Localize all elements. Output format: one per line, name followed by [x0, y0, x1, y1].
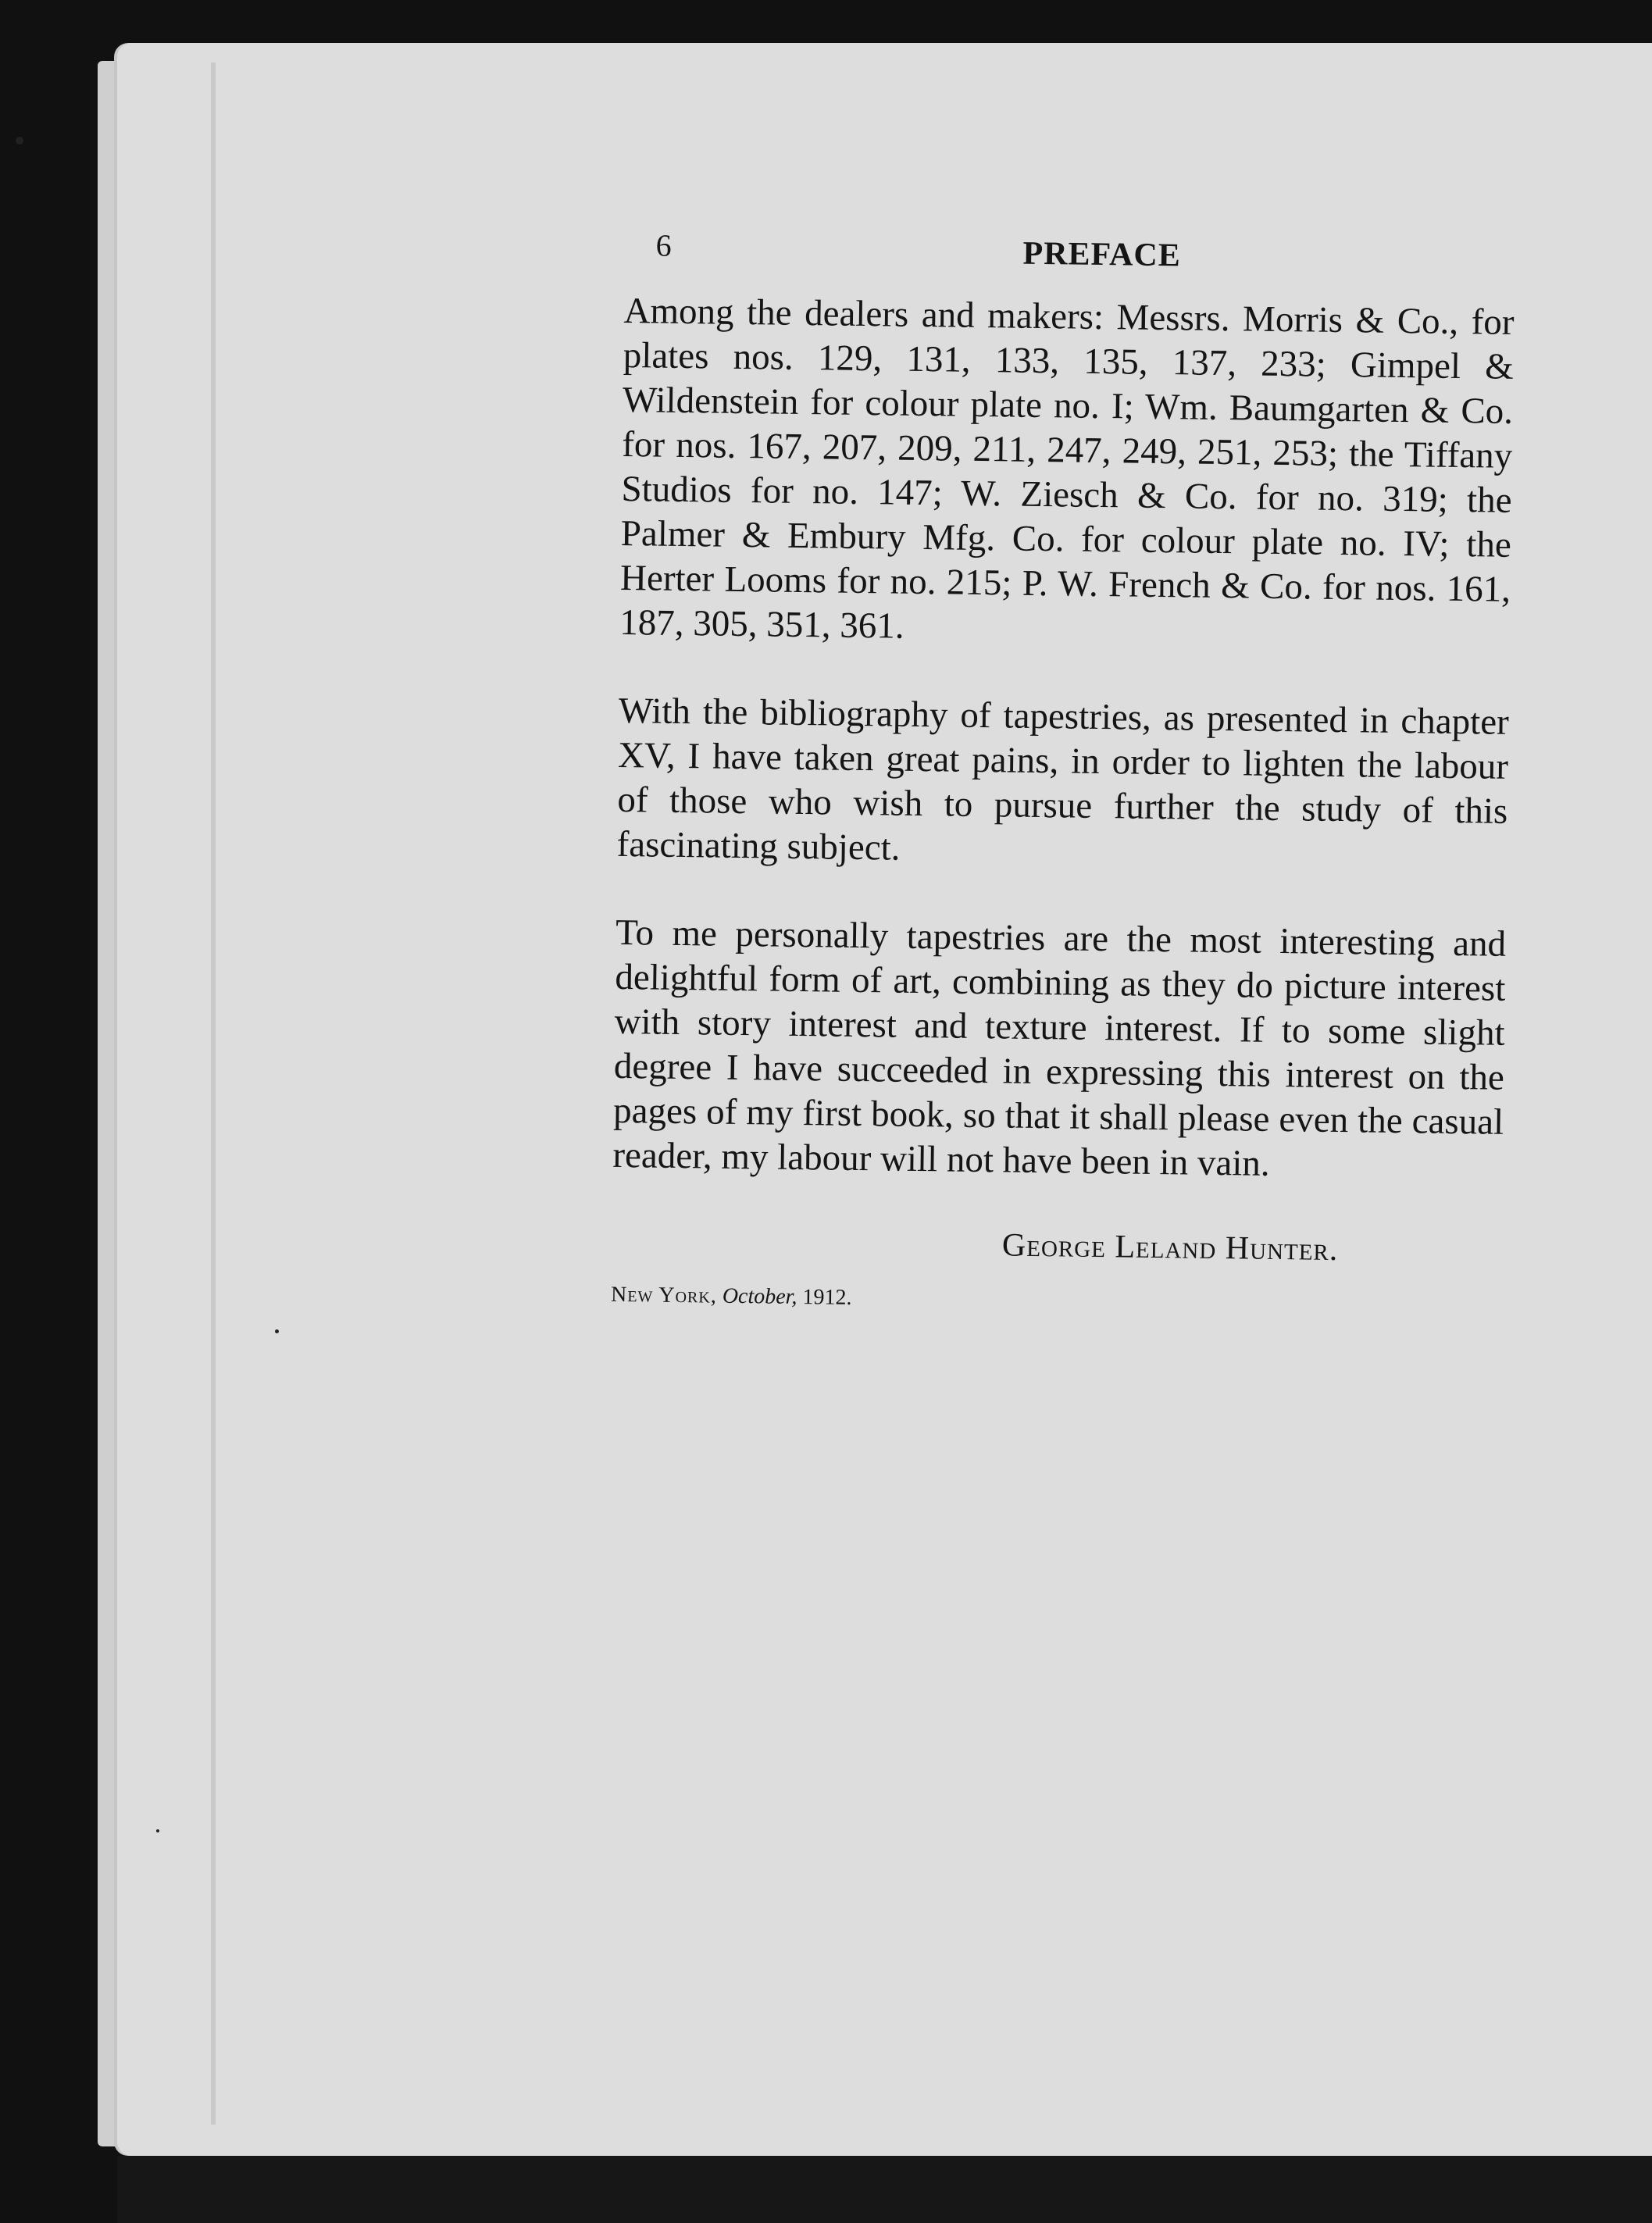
author-signature: George Leland Hunter. [1001, 1227, 1339, 1269]
paragraph-closing: To me personally tapestries are the most interesting and delightful form of art, combining as they do picture interest with story interest and texture interest. If to some slight degree I have succeeded in expressing this interest on the pages of my first book, so that it shall please even the casual reader, my labour will not have been in vain. [612, 912, 1507, 1184]
scan-speck [275, 1329, 279, 1333]
paragraph-acknowledgements: Among the dealers and makers: Messrs. Morris & Co., for plates nos. 129, 131, 133, 135, 137, 233; Gimpel & Wildenstein for colour plate no. I; Wm. Baumgarten & Co. for nos. 167, 207, 209, 211, 247, 249, 251, 253; the Tiffany Studios for no. 147; W. Ziesch & Co. for no. 319; the Palmer & Embury Mfg. Co. for colour plate no. IV; the Herter Looms for no. 215; P. W. French & Co. for nos. 161, 187, 305, 351, 361. [619, 290, 1515, 647]
page-fold-edge [211, 62, 216, 2125]
running-head-title: PREFACE [1022, 235, 1182, 274]
scan-bottom-border [117, 2156, 1652, 2223]
scan-speck [16, 137, 23, 145]
paragraph-bibliography: With the bibliography of tapestries, as presented in chapter XV, I have taken great pains, in order to lighten the labour of those who wish to pursue further the study of this fascinating subject. [616, 690, 1510, 869]
dateline-year: 1912. [802, 1285, 852, 1310]
page-number: 6 [655, 227, 672, 263]
scan-speck [156, 1829, 159, 1832]
dateline-month: October, [722, 1283, 797, 1310]
dateline-place: New York, [610, 1282, 718, 1308]
page-text-block [611, 227, 1539, 1319]
